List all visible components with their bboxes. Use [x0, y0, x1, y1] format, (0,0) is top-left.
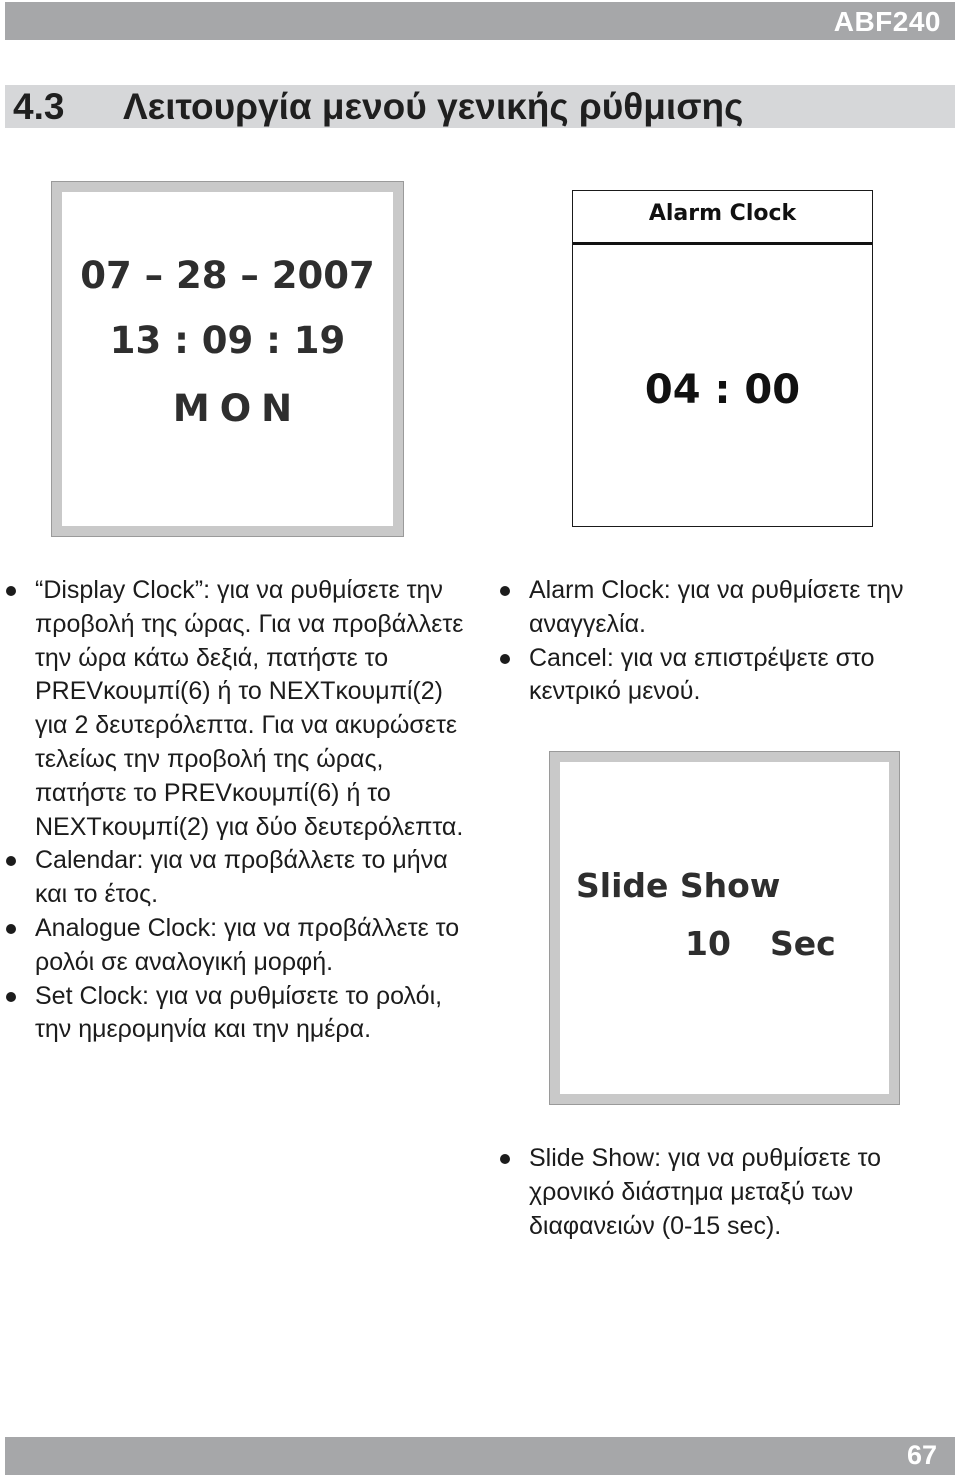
- slide-show-value: 10: [685, 924, 731, 963]
- bullet-icon: [500, 654, 510, 664]
- list-item: [529, 1142, 959, 1243]
- list-item-text: Calendar: για να προβάλλετε το μήνα και το έτος.: [35, 846, 448, 909]
- section-heading: [5, 85, 955, 128]
- list-item: [35, 912, 475, 980]
- list-item: [529, 574, 959, 642]
- bullet-icon: [500, 1154, 510, 1164]
- bullet-icon: [6, 924, 16, 934]
- header-bar: [5, 2, 955, 40]
- alarm-time: 04 : 00: [644, 367, 801, 413]
- list-item: [35, 574, 475, 844]
- bullet-icon: [6, 856, 16, 866]
- alarm-clock-screen: [572, 190, 873, 527]
- section-number: 4.3: [13, 86, 65, 127]
- slide-show-screen: [550, 752, 899, 1104]
- list-item: [35, 844, 475, 912]
- model-label: ABF240: [833, 6, 941, 37]
- bullet-icon: [6, 992, 16, 1002]
- list-item-text: Cancel: για να επιστρέψετε στο κεντρικό μενού.: [529, 643, 875, 706]
- alarm-header: [573, 191, 872, 245]
- slide-show-title: Slide Show: [576, 866, 781, 905]
- bullet-icon: [6, 586, 16, 596]
- right-bottom-bullet-list: [529, 1142, 959, 1243]
- slide-show-unit: Sec: [770, 924, 836, 963]
- list-item: [35, 980, 475, 1048]
- left-bullet-list: [35, 574, 475, 1047]
- section-title: Λειτουργία μενού γενικής ρύθμισης: [123, 86, 744, 127]
- bullet-icon: [500, 586, 510, 596]
- list-item-text: Set Clock: για να ρυθμίσετε το ρολόι, την ημερομηνία και την ημέρα.: [35, 981, 443, 1044]
- page-number: 67: [906, 1440, 937, 1470]
- list-item-text: Slide Show: για να ρυθμίσετε το χρονικό διάστημα μεταξύ των διαφανειών (0-15 sec).: [529, 1144, 882, 1240]
- alarm-title: Alarm Clock: [648, 201, 797, 226]
- clock-time: 13 : 09 : 19: [109, 319, 346, 362]
- list-item-text: “Display Clock”: για να ρυθμίσετε την προβολή της ώρας. Για να προβάλλετε την ώρα κάτω δεξιά, πατήστε το PREVκουμπί(6) ή το NEXTκουμπί(2) για 2 δευτερόλεπτα. Για να ακυρώσετε τελείως την προβολή της ώρας, πατήστε το PREVκουμπί(6) ή το NEXTκουμπί(2) για δύο δευτερόλεπτα.: [35, 576, 464, 841]
- footer-bar: [5, 1437, 955, 1475]
- list-item: [529, 642, 959, 710]
- clock-date: 07 – 28 – 2007: [80, 254, 375, 297]
- right-top-bullet-list: [529, 574, 959, 709]
- list-item-text: Analogue Clock: για να προβάλλετε το ρολόι σε αναλογική μορφή.: [35, 913, 460, 976]
- clock-day: MON: [172, 387, 303, 430]
- list-item-text: Alarm Clock: για να ρυθμίσετε την αναγγελία.: [529, 576, 904, 638]
- display-clock-screen: [52, 182, 403, 536]
